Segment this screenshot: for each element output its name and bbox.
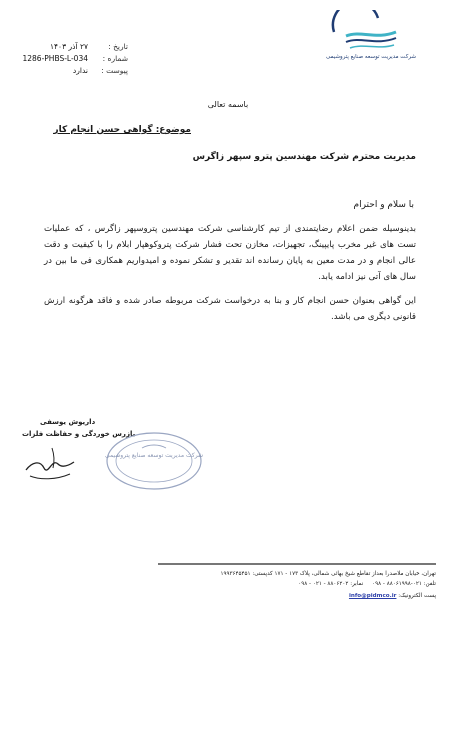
stamp-text: شرکت مدیریت توسعه صنایع پتروشیمی bbox=[104, 452, 204, 459]
footer-email-row bbox=[158, 593, 436, 599]
body-paragraph-1: بدینوسیله ضمن اعلام رضایتمندی از تیم کارشناسی شرکت مهندسین پتروسپهر زاگرس ، که عملیات تست های غیر مخرب پایپینگ، تجهیزات، مخازن تحت فشار شرکت پتروکوهپار ابلام را با کیفیت و دقت عالی انجام و در مدت معین به پایان رسانده اند تقدیر و تشکر نموده و امیدواریم همکاری فی ما بین در سال های آتی نیز ادامه یابد. bbox=[44, 224, 416, 282]
letter-meta bbox=[20, 42, 128, 78]
number-label: شماره : bbox=[102, 54, 128, 63]
letter-body bbox=[44, 221, 416, 333]
attachment-row bbox=[20, 66, 128, 78]
letter-recipient: مدیریت محترم شرکت مهندسین پترو سپهر زاگرس bbox=[192, 152, 416, 162]
footer-phone: تلفن: ۰۲۱-۸۸۰۶۱۹۹۸ - ۰۹۸ bbox=[372, 581, 436, 587]
attachment-label: پیوست : bbox=[101, 66, 128, 75]
date-value: ۲۷ آذر ۱۴۰۳ bbox=[49, 42, 88, 51]
logo-emblem-icon bbox=[316, 10, 426, 54]
footer-email-link[interactable]: info@pidmco.ir bbox=[348, 593, 397, 599]
footer-fax: نمابر: ۸۸۰۶۲۰۲ - ۰۲۱ - ۰۹۸ bbox=[298, 581, 364, 587]
signatory-name: داریوش یوسفی bbox=[40, 418, 96, 426]
company-stamp bbox=[104, 430, 204, 492]
company-logo bbox=[302, 10, 440, 68]
stamp-seal-icon bbox=[104, 430, 204, 492]
company-name: شرکت مدیریت توسعه صنایع پتروشیمی bbox=[326, 54, 416, 60]
footer-email-label: پست الکترونیک: bbox=[398, 593, 436, 599]
signatory-title: بازرس خوردگی و حفاظت فلزات bbox=[22, 430, 136, 438]
number-value: 1286-PHBS-L-034 bbox=[22, 54, 88, 63]
body-paragraph-2: این گواهی بعنوان حسن انجام کار و بنا به درخواست شرکت مربوطه صادر شده و فاقد هرگونه ارزش قانونی دیگری می باشد. bbox=[44, 296, 416, 322]
footer-address: تهران، خیابان ملاصدرا بعداز تقاطع شیخ بهائی شمالی، پلاک ۱۷۳ - ۱۷۱ کدپستی: ۱۹۹۳۶۴۵۴۵۱ bbox=[220, 571, 436, 577]
letter-greeting: با سلام و احترام bbox=[353, 200, 414, 210]
date-row bbox=[20, 42, 128, 54]
basmala: باسمه تعالی bbox=[207, 100, 249, 109]
letter-subject: موضوع: گواهی حسن انجام کار bbox=[53, 125, 191, 135]
number-row bbox=[20, 54, 128, 66]
footer-contact bbox=[158, 581, 436, 587]
handwritten-signature-icon bbox=[22, 440, 77, 485]
attachment-value: ندارد bbox=[72, 66, 88, 75]
date-label: تاریخ : bbox=[108, 42, 128, 51]
footer-divider bbox=[158, 563, 436, 565]
